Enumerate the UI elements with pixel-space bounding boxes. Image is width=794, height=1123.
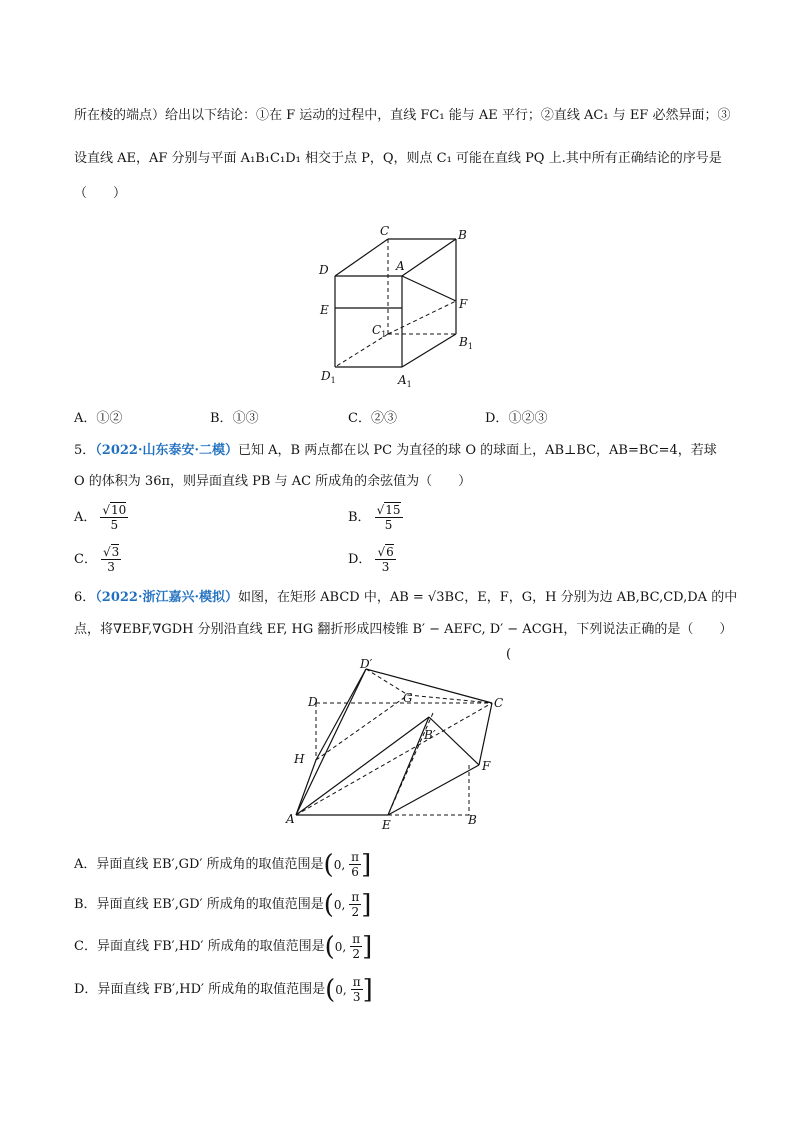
q4-text-line-2: 设直线 AE，AF 分别与平面 A₁B₁C₁D₁ 相交于点 P，Q，则点 C₁ 可能在直线 PQ 上.其中所有正确结论的序号是 <box>74 151 722 166</box>
label-A1: $A_1$ <box>398 373 412 389</box>
label-G: G <box>403 691 413 705</box>
q5-option-c[interactable]: C． $\frac{√3}{3}$ <box>74 545 120 574</box>
label-F: F <box>482 759 491 773</box>
q6-text-line-2: 点，将∇EBF,∇GDH 分别沿直线 EF, HG 翻折形成四棱锥 B′ − AEFC, D′ − ACGH，下列说法正确的是（ ） <box>74 622 733 637</box>
label-A: A <box>396 259 405 273</box>
label-E: E <box>382 818 391 832</box>
label-D1: $D_1$ <box>321 369 336 385</box>
q4-option-d[interactable]: D．①②③ <box>485 411 548 426</box>
label-B: B <box>468 813 477 827</box>
q6-option-a[interactable]: A．异面直线 EB′,GD′ 所成角的取值范围是 ( 0 , $\frac{\pi}{6}$ ] <box>74 849 372 880</box>
q5-source: （2022·山东泰安·二模） <box>95 443 239 458</box>
q5-text-line-2: O 的体积为 36π，则异面直线 PB 与 AC 所成角的余弦值为（ ） <box>74 474 472 489</box>
label-B1: $B_1$ <box>459 335 473 351</box>
q4-answer-paren: （ ） <box>74 186 127 201</box>
q6-option-d[interactable]: D．异面直线 FB′,HD′ 所成角的取值范围是 ( 0 , $\frac{\pi}{3}$ ] <box>74 974 373 1005</box>
label-D: D <box>319 263 329 277</box>
label-H: H <box>294 752 305 766</box>
q6-option-c[interactable]: C．异面直线 FB′,HD′ 所成角的取值范围是 ( 0 , $\frac{\pi}{2}$ ] <box>74 931 373 962</box>
label-C1: $C_1$ <box>372 323 387 339</box>
q6-fold-figure <box>284 655 514 835</box>
label-B: B <box>458 228 467 242</box>
q6-stray-paren: ( <box>506 647 512 662</box>
label-F: F <box>459 297 468 311</box>
q5-option-a[interactable]: A． $\frac{√10}{5}$ <box>74 503 127 532</box>
q4-option-c[interactable]: C．②③ <box>348 411 397 426</box>
label-A: A <box>286 812 295 826</box>
q5-option-d[interactable]: D． $\frac{√6}{3}$ <box>348 545 394 574</box>
q4-cube-figure <box>310 222 490 394</box>
q4-option-b[interactable]: B．①③ <box>210 411 259 426</box>
label-E: E <box>320 303 329 317</box>
label-D: D <box>308 695 318 709</box>
label-C: C <box>494 696 504 710</box>
q4-text-line-1: 所在棱的端点）给出以下结论：①在 F 运动的过程中，直线 FC₁ 能与 AE 平行；②直线 AC₁ 与 EF 必然异面；③ <box>74 108 731 123</box>
q6-text-line-1: 6．（2022·浙江嘉兴·模拟）如图，在矩形 ABCD 中，AB = √3BC，E，F，G，H 分别为边 AB,BC,CD,DA 的中 <box>74 590 738 605</box>
label-B-prime: B′ <box>424 728 436 742</box>
q6-option-b[interactable]: B．异面直线 EB′,GD′ 所成角的取值范围是 ( 0 , $\frac{\pi}{2}$ ] <box>74 889 372 920</box>
q6-source: （2022·浙江嘉兴·模拟） <box>95 590 239 605</box>
label-C: C <box>380 224 390 238</box>
q5-option-b[interactable]: B． $\frac{√15}{5}$ <box>348 503 401 532</box>
q5-text-line-1: 5．（2022·山东泰安·二模）已知 A，B 两点都在以 PC 为直径的球 O 的球面上，AB⊥BC，AB=BC=4，若球 <box>74 443 717 458</box>
label-D-prime: D′ <box>360 657 373 671</box>
q4-option-a[interactable]: A．①② <box>74 411 123 426</box>
